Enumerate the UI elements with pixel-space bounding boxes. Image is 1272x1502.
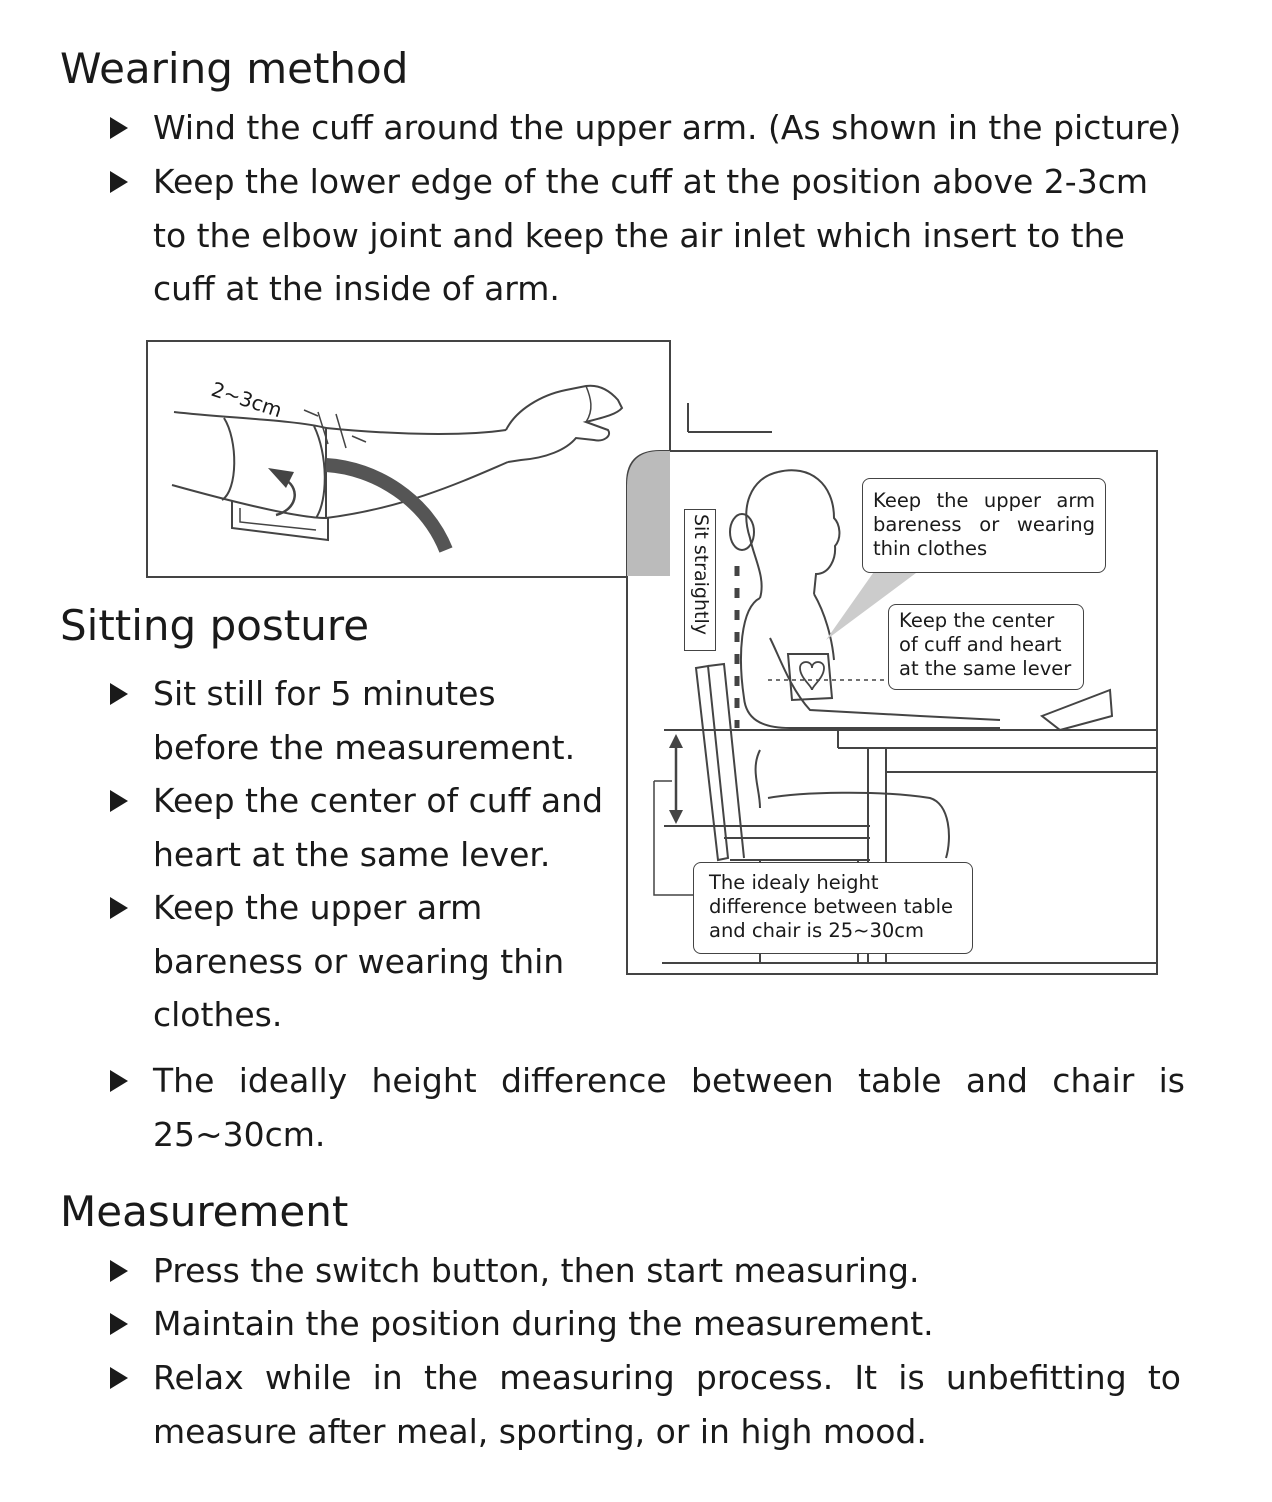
callout-line: Keep the upper arm: [873, 489, 1095, 512]
list-item: [110, 1351, 1185, 1459]
callout-upper-arm: [862, 478, 1106, 573]
distance-label: 2~3cm: [208, 376, 286, 423]
text-line: Keep the lower edge of the cuff at the position above 2-3cm: [153, 162, 1148, 201]
list-item: [110, 667, 630, 775]
callout-line: and chair is 25~30cm: [709, 919, 925, 942]
section-title-wearing-method: Wearing method: [60, 44, 409, 93]
list-item: [110, 1054, 1185, 1162]
sit-straightly-label: Sit straightly: [684, 509, 716, 651]
list-item: [110, 1297, 1185, 1351]
text-line: 25~30cm.: [153, 1114, 326, 1154]
text-line: Sit still for 5 minutes: [153, 674, 496, 713]
bullet-triangle-icon: [110, 897, 128, 919]
text-line: before the measurement.: [153, 727, 576, 767]
list-item: [110, 101, 1210, 155]
cuff-wearing-illustration: [146, 340, 672, 580]
text-line: cuff at the inside of arm.: [153, 269, 560, 308]
bullet-triangle-icon: [110, 1367, 128, 1389]
callout-line: Keep the center: [899, 609, 1055, 632]
list-item-text: [153, 667, 575, 774]
list-item-text: Wind the cuff around the upper arm. (As shown in the picture): [153, 108, 1182, 147]
bullet-triangle-icon: [110, 1260, 128, 1282]
text-line: Keep the center of cuff and: [153, 781, 604, 820]
callout-line: at the same lever: [899, 657, 1072, 680]
callout-cuff-heart: [888, 604, 1084, 690]
text-line: to the elbow joint and keep the air inlet which insert to the: [153, 215, 1125, 255]
text-line: bareness or wearing thin: [153, 941, 565, 981]
text-line: heart at the same lever.: [153, 834, 551, 874]
list-item: [110, 155, 1210, 315]
bullet-triangle-icon: [110, 1313, 128, 1335]
list-item-text: Press the switch button, then start measuring.: [153, 1251, 920, 1290]
list-item-text: [153, 1351, 1181, 1458]
bullet-triangle-icon: [110, 683, 128, 705]
list-item: [110, 774, 630, 882]
text-line: Keep the upper arm: [153, 888, 483, 927]
callout-line: of cuff and heart: [899, 633, 1062, 656]
callout-line: thin clothes: [873, 537, 988, 560]
bullet-triangle-icon: [110, 117, 128, 139]
text-line: The ideally height difference between table and chair is: [153, 1061, 1185, 1100]
list-item-text: Maintain the position during the measurement.: [153, 1304, 934, 1343]
list-item-text: [153, 155, 1148, 316]
list-item-text: [153, 1054, 1185, 1161]
text-line: measure after meal, sporting, or in high mood.: [153, 1411, 927, 1451]
callout-line: bareness or wearing: [873, 513, 1095, 536]
list-item: [110, 1244, 1185, 1298]
list-item-text: [153, 881, 564, 1042]
bullet-triangle-icon: [110, 1070, 128, 1092]
callout-line: The idealy height: [709, 871, 879, 894]
section-title-sitting-posture: Sitting posture: [60, 601, 370, 650]
section-title-measurement: Measurement: [60, 1187, 349, 1236]
callout-height-difference: [693, 862, 973, 954]
list-item-text: [153, 774, 603, 881]
list-item: [110, 881, 630, 1043]
text-line: clothes.: [153, 995, 283, 1034]
callout-line: difference between table: [709, 895, 953, 918]
bullet-triangle-icon: [110, 171, 128, 193]
text-line: Relax while in the measuring process. It is unbefitting to: [153, 1358, 1181, 1397]
bullet-triangle-icon: [110, 790, 128, 812]
